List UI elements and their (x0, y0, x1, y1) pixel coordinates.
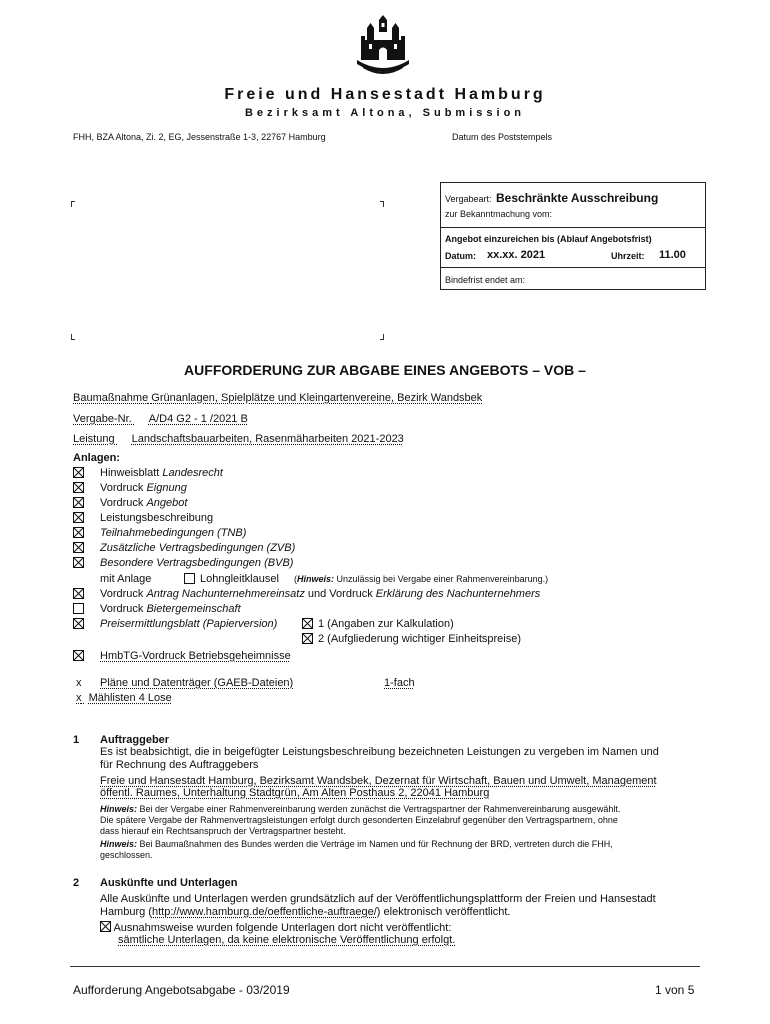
anlage-label-italic: Zusätzliche Vertragsbedingungen (ZVB) (100, 542, 296, 554)
anlage-checkbox[interactable] (73, 528, 84, 540)
lohngleitklausel-label: Lohngleitklausel (200, 573, 279, 585)
vergabe-info-box (440, 182, 706, 290)
anlage-label-italic: Angebot (146, 497, 188, 509)
anlage-item (73, 497, 188, 510)
anlage-checkbox[interactable] (73, 558, 84, 570)
anlage-checkbox[interactable] (73, 543, 84, 555)
section-2-title: Auskünfte und Unterlagen (100, 877, 238, 889)
footer-left: Aufforderung Angebotsabgabe - 03/2019 (73, 983, 290, 997)
preis-opt2-label: 2 (Aufgliederung wichtiger Einheitspreise) (318, 633, 521, 645)
preisermittlung-checkbox[interactable] (73, 619, 84, 631)
s1-hinweis2-label: Hinweis: (100, 839, 138, 849)
leistung-value: Landschaftsbauarbeiten, Rasenmäharbeiten 2021-2023 (131, 433, 404, 445)
anlage-checkbox[interactable] (73, 498, 84, 510)
nu-mid: und Vordruck (304, 588, 376, 600)
uhrzeit-label: Uhrzeit: (611, 251, 645, 261)
anlage-label-italic: Teilnahmebedingungen (TNB) (100, 527, 247, 539)
plaene-x: x (76, 677, 82, 689)
preis-opt1-label: 1 (Angaben zur Kalkulation) (318, 618, 454, 630)
section-1-auftraggeber-2: öffentl. Raumes, Unterhaltung Stadtgrün, Am Alten Posthaus 2, 22041 Hamburg (100, 787, 490, 799)
uhrzeit-value: 11.00 (659, 249, 686, 261)
nachunternehmer-row (73, 588, 541, 601)
vergabeart-value: Beschränkte Ausschreibung (496, 191, 659, 205)
anlage-item (73, 512, 214, 525)
anlage-label-prefix: Leistungsbeschreibung (100, 512, 214, 524)
address-corner-top-left (71, 201, 75, 207)
hmbtg-label: HmbTG-Vordruck Betriebsgeheimnisse (100, 650, 291, 662)
s1-hinweis1-l2: Die spätere Vergabe der Rahmenvertragsleistungen erfolgt durch gesonderten Einzelabruf gegenüber den Vertragspartnern, ohne (100, 815, 618, 825)
hmbtg-checkbox[interactable] (73, 651, 84, 663)
bindefrist-label: Bindefrist endet am: (445, 275, 526, 285)
mit-anlage-label: mit Anlage (100, 573, 152, 585)
baumassnahme-value: Grünanlagen, Spielplätze und Kleingartenvereine, Bezirk Wandsbek (151, 392, 483, 404)
section-1-auftraggeber-1: Freie und Hansestadt Hamburg, Bezirksamt Wandsbek, Dezernat für Wirtschaft, Bauen und Umwelt, Management (100, 775, 657, 787)
anlage-label-italic: Landesrecht (162, 467, 223, 479)
address-corner-bottom-left (71, 334, 75, 340)
anlage-item (73, 527, 247, 540)
lose-x: x (76, 692, 82, 704)
section-1-text-2: für Rechnung des Auftraggebers (100, 759, 259, 771)
s1-hinweis2-l2: geschlossen. (100, 850, 153, 860)
s2-text2b: ) elektronisch veröffentlicht. (376, 906, 511, 918)
s1-hinweis2-l1: Bei Baumaßnahmen des Bundes werden die Verträge im Namen und für Rechnung der BRD, vertreten durch die FHH, (139, 839, 613, 849)
s2-text2a: Hamburg ( (100, 906, 152, 918)
bekanntmachung-label: zur Bekanntmachung vom: (445, 209, 553, 219)
section-2-text-1: Alle Auskünfte und Unterlagen werden grundsätzlich auf der Veröffentlichungsplattform der Freien und Hansestadt (100, 893, 656, 905)
footer-divider (70, 966, 700, 967)
page-number: 1 von 5 (655, 983, 695, 997)
anlage-checkbox[interactable] (73, 513, 84, 525)
section-2-exception-detail: sämtliche Unterlagen, da keine elektronische Veröffentlichung erfolgt. (118, 934, 456, 946)
vergabe-nr-value: A/D4 G2 - 1 /2021 B (148, 413, 248, 425)
s1-hinweis1-l3: dass hierauf ein Rechtsanspruch der Vertragspartner besteht. (100, 826, 346, 836)
datum-label: Datum: (445, 251, 476, 261)
anlage-item (73, 467, 223, 480)
anlage-label-prefix: Hinweisblatt (100, 467, 163, 479)
anlage-checkbox[interactable] (73, 468, 84, 480)
nu-prefix: Vordruck (100, 588, 147, 600)
leistung-label: Leistung (73, 433, 115, 445)
s1-hinweis1-label: Hinweis: (100, 804, 138, 814)
section-1-number: 1 (73, 734, 80, 746)
anlagen-heading: Anlagen: (73, 452, 121, 464)
address-corner-bottom-right (380, 334, 384, 340)
angebot-heading: Angebot einzureichen bis (Ablauf Angebotsfrist) (445, 234, 652, 244)
preis-opt1-checkbox[interactable] (302, 618, 313, 631)
s2-exception-checkbox[interactable] (100, 922, 111, 934)
lohngleit-hinweis-label: Hinweis: (297, 574, 335, 584)
lohngleit-hinweis-text: Unzulässig bei Vergabe einer Rahmenvereinbarung.) (336, 574, 549, 584)
hmbtg-row (73, 650, 291, 663)
s2-exception-label: Ausnahmsweise wurden folgende Unterlagen dort nicht veröffentlicht: (113, 922, 452, 934)
bietergemeinschaft-row (73, 603, 241, 616)
anlage-item (73, 482, 187, 495)
postmark-label: Datum des Poststempels (452, 132, 553, 142)
preis-opt2-checkbox[interactable] (302, 633, 313, 646)
vergabe-nr-label: Vergabe-Nr. (73, 413, 132, 425)
anlage-item (73, 542, 296, 555)
anlage-item (73, 557, 294, 570)
bietergemeinschaft-checkbox[interactable] (73, 604, 84, 616)
anlage-label-prefix: Vordruck (100, 482, 147, 494)
section-1-title: Auftraggeber (100, 734, 170, 746)
baumassnahme-line (73, 392, 482, 404)
baumassnahme-label: Baumaßnahme (73, 392, 149, 404)
nachunternehmer-checkbox[interactable] (73, 589, 84, 601)
vergabe-nr-line (73, 413, 248, 425)
anlage-label-italic: Eignung (146, 482, 187, 494)
preisermittlung-row (73, 618, 454, 631)
bieter-italic: Bietergemeinschaft (146, 603, 241, 615)
section-2-number: 2 (73, 877, 80, 889)
plaene-line (76, 677, 415, 689)
s1-hinweis1-l1: Bei der Vergabe einer Rahmenvereinbarung werden zunächst die Vertragspartner der Rahmenvereinbarung ausgewählt. (139, 804, 621, 814)
sender-line: FHH, BZA Altona, Zi. 2, EG, Jessenstraße 1-3, 22767 Hamburg (73, 132, 326, 142)
section-1-hinweis-1 (100, 804, 700, 837)
plaene-label: Pläne und Datenträger (GAEB-Dateien) (100, 677, 294, 689)
anlage-label-prefix: Vordruck (100, 497, 147, 509)
section-1-hinweis-2 (100, 839, 700, 861)
lohngleitklausel-checkbox[interactable] (184, 573, 195, 586)
header-city: Freie und Hansestadt Hamburg (224, 86, 546, 103)
preisermittlung-label: Preisermittlungsblatt (Papierversion) (100, 618, 278, 630)
address-corner-top-right (380, 201, 384, 207)
bieter-prefix: Vordruck (100, 603, 147, 615)
header-office: Bezirksamt Altona, Submission (244, 107, 526, 119)
nu-italic2: Erklärung des Nachunternehmers (375, 588, 541, 600)
document-title: AUFFORDERUNG ZUR ABGABE EINES ANGEBOTS – VOB – (184, 362, 586, 378)
anlage-checkbox[interactable] (73, 483, 84, 495)
hamburg-auftraege-link[interactable]: http://www.hamburg.de/oeffentliche-auftraege/ (151, 906, 377, 918)
section-2-text-2 (100, 906, 511, 918)
section-2-exception-row (100, 921, 451, 934)
lose-line (76, 692, 172, 704)
hamburg-coat-of-arms-logo (357, 14, 409, 76)
leistung-line (73, 433, 404, 445)
section-1-text-1: Es ist beabsichtigt, die in beigefügter Leistungsbeschreibung bezeichneten Leistungen zu vergeben im Namen und (100, 746, 659, 758)
nu-italic1: Antrag Nachunternehmereinsatz (146, 588, 305, 600)
lose-label: Mählisten 4 Lose (88, 692, 172, 704)
anlage-label-italic: Besondere Vertragsbedingungen (BVB) (100, 557, 294, 569)
datum-value: xx.xx. 2021 (487, 249, 546, 261)
plaene-count: 1-fach (384, 677, 415, 689)
vergabeart-label: Vergabeart: (445, 194, 492, 204)
